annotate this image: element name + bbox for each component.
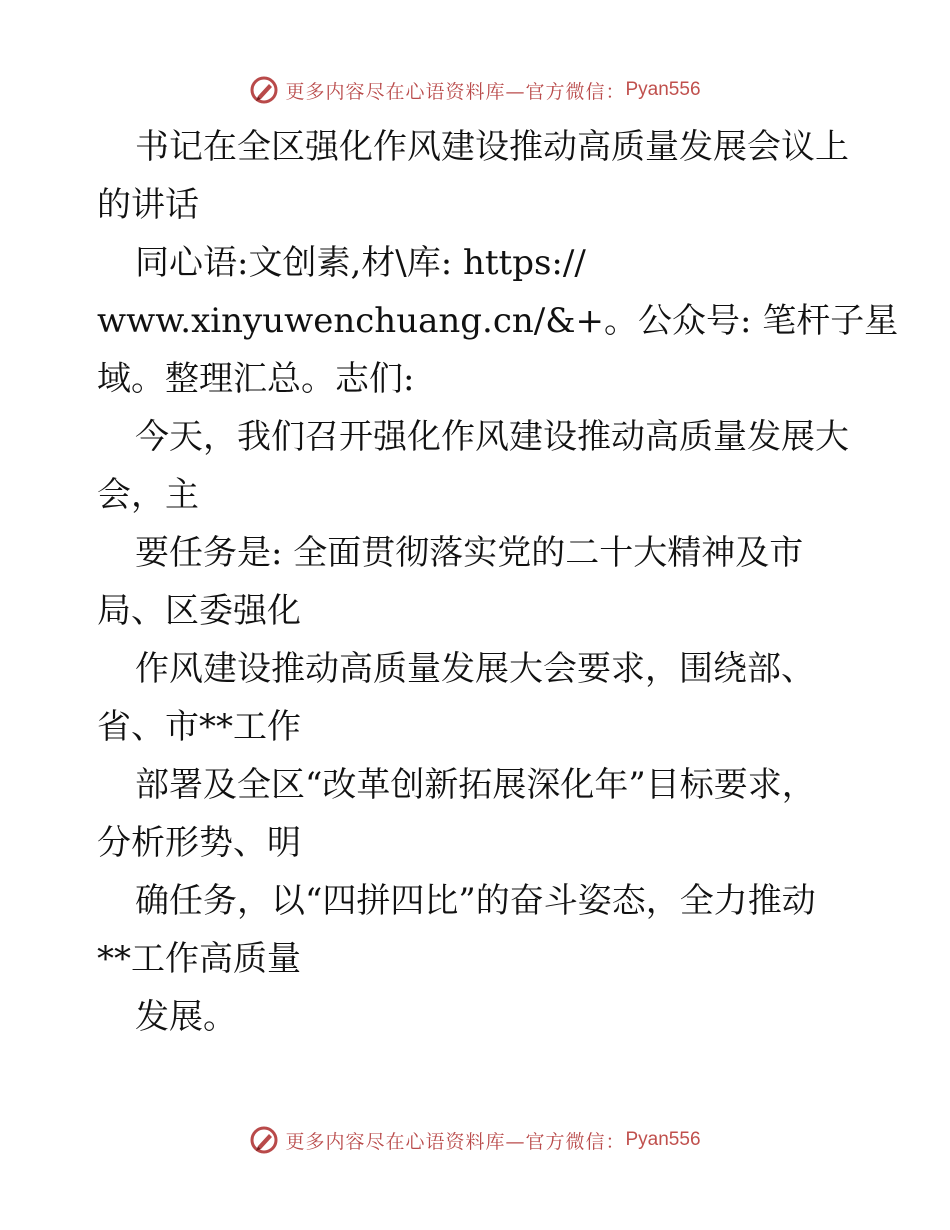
text-line: 发展。 [135,997,237,1037]
text-line: 作风建设推动高质量发展大会要求，围绕部、 [135,649,815,689]
watermark-footer [0,1120,950,1160]
text-line: 省、市**工作 [97,707,301,747]
text-line: www.xinyuwenchuang.cn/&+。公众号: 笔杆子星 [97,301,899,341]
watermark-id: Pyan556 [625,79,701,100]
text-line: 要任务是: 全面贯彻落实党的二十大精神及市 [135,533,804,573]
text-line: 部署及全区“改革创新拓展深化年”目标要求， [135,765,816,805]
text-line: 会，主 [97,475,199,515]
watermark-text: 更多内容尽在心语资料库—官方微信： [285,80,626,103]
text-line: 书记在全区强化作风建设推动高质量发展会议上 [135,127,849,167]
watermark-id: Pyan556 [625,1129,701,1150]
text-line: 的讲话 [97,185,199,225]
text-line: 局、区委强化 [97,591,301,631]
text-line: 分析形势、明 [97,823,301,863]
watermark-header [0,70,950,110]
text-line: 确任务，以“四拼四比”的奋斗姿态，全力推动 [135,881,816,921]
pen-logo-icon [249,1125,279,1155]
pen-logo-icon [249,75,279,105]
watermark-text: 更多内容尽在心语资料库—官方微信： [285,1130,626,1153]
text-line: 同心语:文创素,材\库: https:// [135,243,586,283]
text-line: 今天，我们召开强化作风建设推动高质量发展大 [135,417,849,457]
document-body [97,118,899,1046]
text-line: 域。整理汇总。志们: [97,359,415,399]
text-line: **工作高质量 [97,939,301,979]
